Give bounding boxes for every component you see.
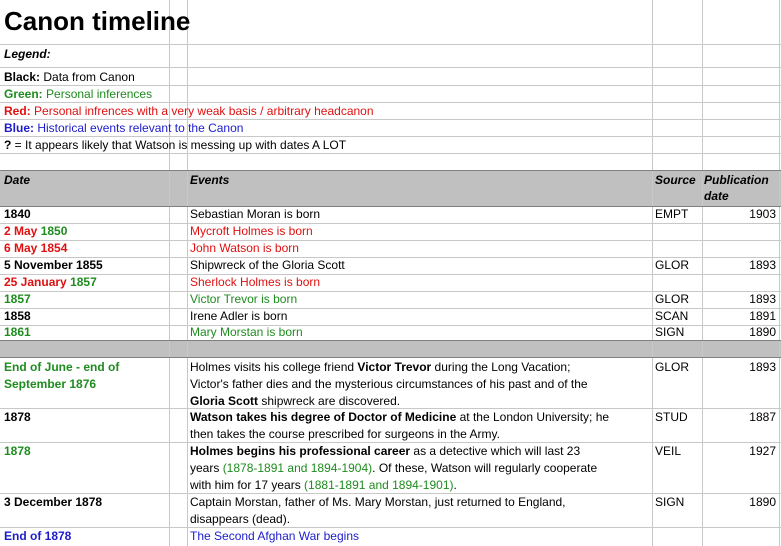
row-10-source: STUD (655, 410, 688, 424)
header-source: Source (655, 173, 696, 187)
row-10-pub: 1887 (749, 410, 776, 424)
row-11-source: VEIL (655, 444, 682, 458)
page-title: Canon timeline (4, 6, 191, 36)
row-9-source: GLOR (655, 360, 690, 374)
row-7-event: Irene Adler is born (190, 309, 288, 323)
header-events: Events (190, 173, 230, 187)
row-12-source: SIGN (655, 495, 685, 509)
row-10-event: Watson takes his degree of Doctor of Medicine at the London University; he then takes the course prescribed for surgeons in the Army. (190, 410, 610, 441)
row-12-event: Captain Morstan, father of Ms. Mary Morstan, just returned to England, disappears (dead). (190, 495, 566, 526)
row-3-event: John Watson is born (190, 241, 299, 255)
row-2-event: Mycroft Holmes is born (190, 224, 313, 238)
row-6-source: GLOR (655, 292, 690, 306)
legend-heading: Legend: (4, 47, 51, 61)
separator-band (0, 340, 781, 357)
row-2-date: 2 May 1850 (4, 224, 68, 238)
row-4-date: 5 November 1855 (4, 258, 103, 272)
row-8-event: Mary Morstan is born (190, 325, 303, 339)
row-11-pub: 1927 (749, 444, 776, 458)
legend-green: Green: Personal inferences (4, 87, 153, 101)
row-6-pub: 1893 (749, 292, 776, 306)
row-9-event: Holmes visits his college friend Victor Trevor during the Long Vacation; Victor's father dies and the mysterious circumstances of his past and of the Gloria Scott shipwreck are discovered. (190, 360, 588, 408)
row-9-date: End of June - end of September 1876 (4, 360, 120, 391)
row-10-date: 1878 (4, 410, 31, 424)
row-7-date: 1858 (4, 309, 31, 323)
row-7-pub: 1891 (749, 309, 776, 323)
row-11-date: 1878 (4, 444, 31, 458)
row-9-pub: 1893 (749, 360, 776, 374)
row-1-event: Sebastian Moran is born (190, 207, 321, 221)
row-12-date: 3 December 1878 (4, 495, 103, 509)
row-4-source: GLOR (655, 258, 690, 272)
legend-blue: Blue: Historical events relevant to the Canon (4, 121, 244, 135)
row-11-event: Holmes begins his professional career as a detective which will last 23 years (1878-1891 and 1894-1904). Of these, Watson will regularly cooperate with him for 17 years (1881-1891 and 1894-1901). (190, 444, 598, 492)
row-8-pub: 1890 (749, 325, 776, 339)
row-6-date: 1857 (4, 292, 31, 306)
row-5-date: 25 January 1857 (4, 275, 97, 289)
legend-black: Black: Data from Canon (4, 70, 135, 84)
row-13-date: End of 1878 (4, 529, 72, 543)
row-1-source: EMPT (655, 207, 689, 221)
row-1-date: 1840 (4, 207, 31, 221)
row-6-event: Victor Trevor is born (190, 292, 298, 306)
row-8-source: SIGN (655, 325, 685, 339)
row-4-event: Shipwreck of the Gloria Scott (190, 258, 345, 272)
row-7-source: SCAN (655, 309, 689, 323)
row-3-date: 6 May 1854 (4, 241, 68, 255)
header-date: Date (4, 173, 31, 187)
row-5-event: Sherlock Holmes is born (190, 275, 321, 289)
row-8-date: 1861 (4, 325, 31, 339)
legend-question: ? = It appears likely that Watson is messing up with dates A LOT (4, 138, 347, 152)
row-1-pub: 1903 (749, 207, 776, 221)
row-12-pub: 1890 (749, 495, 776, 509)
legend-red: Red: Personal infrences with a very weak basis / arbitrary headcanon (4, 104, 374, 118)
row-13-event: The Second Afghan War begins (190, 529, 359, 543)
header-publication: Publication date (704, 173, 769, 203)
row-4-pub: 1893 (749, 258, 776, 272)
